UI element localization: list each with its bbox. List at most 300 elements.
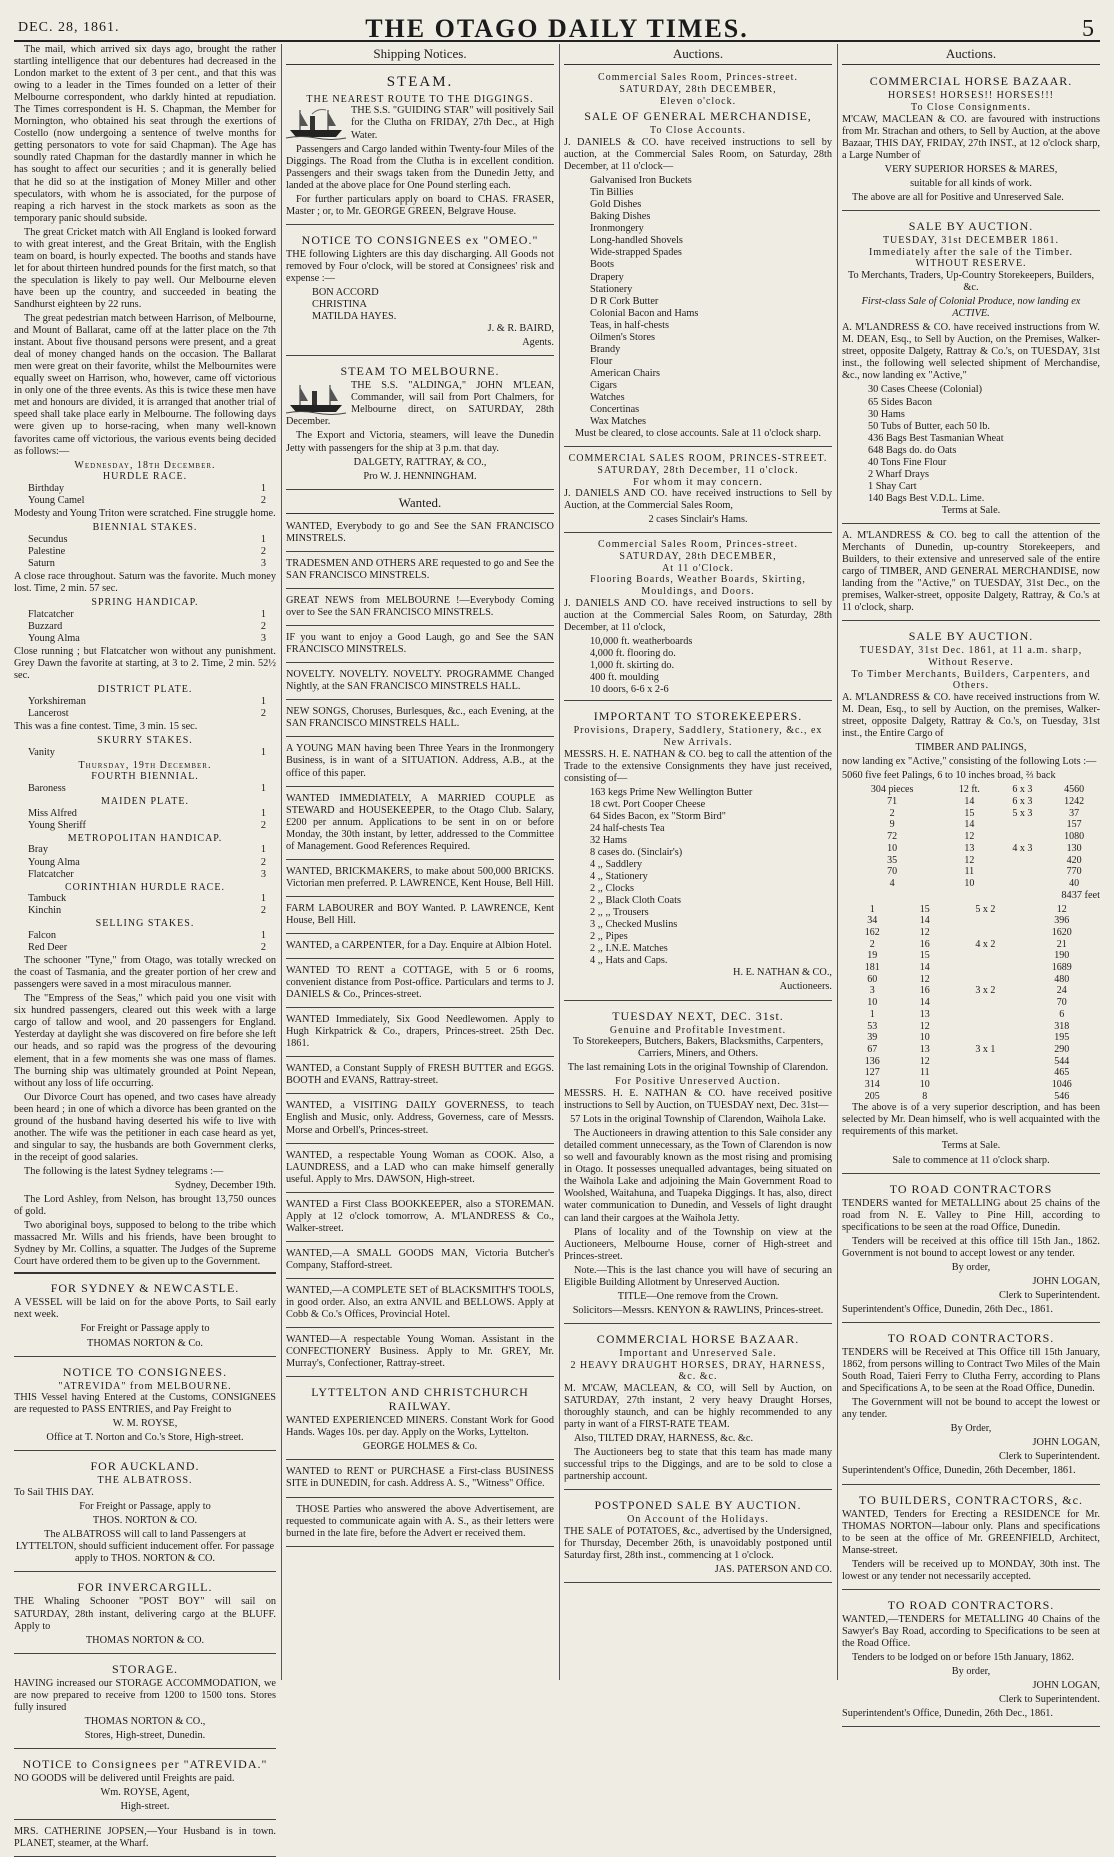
column-auctions-1 [564, 44, 832, 1680]
ad-body: NEW SONGS, Choruses, Burlesques, &c., each Evening, at the SAN FRANCISCO MINSTRELS HALL. [286, 706, 554, 730]
placing: 3 [260, 632, 266, 644]
list-item: Ironmongery [590, 223, 644, 235]
table-row [842, 808, 1100, 820]
race-row [28, 534, 276, 546]
table-cell: 35 [887, 854, 898, 866]
table-cell: 3 [869, 985, 875, 997]
ad-subheading: Immediately after the sale of the Timber. [868, 246, 1073, 258]
column-auctions-2 [842, 44, 1100, 1720]
table-row [842, 831, 1100, 843]
ad-subheading: To Storekeepers, Butchers, Bakers, Blacksmiths, Carpenters, Carriers, Miners, and Others. [572, 1036, 824, 1060]
ad-body: The Government will not be bound to accept the lowest or any tender. [842, 1397, 1100, 1421]
ad-signature: J. & R. BAIRD, [487, 323, 554, 335]
horse-name: Lancerost [28, 707, 69, 719]
table-cell: 72 [887, 831, 898, 843]
horse-name: Birthday [28, 482, 65, 494]
ad-date: TUESDAY, 31st Dec. 1861, at 11 a.m. sharp, Without Reserve. [859, 645, 1083, 669]
ad-line: MRS. CATHERINE JOPSEN,—Your Husband is in town. PLANET, steamer, at the Wharf. [14, 1826, 276, 1850]
ad-body: THE SALE of POTATOES, &c., advertised by the Undersigned, for Thursday, December 26th, is unavoidably postponed until Saturday first, 28th inst., commencing at 1 o'clock. [564, 1526, 832, 1562]
ad-subheading: To Close Accounts. [650, 125, 746, 137]
column-shipping-wanted [286, 44, 554, 1680]
ad-body: A. M'LANDRESS & CO. have received instructions from W. M. DEAN, Esq., to Sell by Auction, on the Premises, Walker-street, opposite Dalgety, Rattray & Co.'s, on TUESDAY, 31st inst., the following well selected shipment of Merchandise, &c., now landing ex "Active," [842, 322, 1100, 382]
race-note: This was a fine contest. Time, 3 min. 15 sec. [14, 720, 198, 732]
placing: 1 [260, 533, 266, 545]
table-row [842, 904, 1100, 916]
placing: 3 [260, 868, 266, 880]
ad-heading: TO BUILDERS, CONTRACTORS, &c. [859, 1492, 1083, 1507]
shipping-ad [14, 1276, 276, 1356]
horse-name: Tambuck [28, 893, 67, 905]
table-cell: 12 [1056, 903, 1067, 915]
shipping-ad [14, 1752, 276, 1820]
page-number: 5 [1082, 16, 1094, 42]
ad-line: Wm. ROYSE, Agent, [100, 1787, 190, 1799]
ad-line: A VESSEL will be laid on for the above Ports, to Sail early next week. [14, 1297, 276, 1321]
ad-heading: TO ROAD CONTRACTORS. [887, 1597, 1055, 1612]
news-paragraph: The Lord Ashley, from Nelson, has brought 13,750 ounces of gold. [14, 1194, 276, 1218]
table-caption: 5060 five feet Palings, 6 to 10 inches broad, ⅔ back [842, 770, 1056, 782]
item-list [564, 175, 832, 428]
table-cell: 14 [919, 962, 930, 974]
ad-body: The Auctioneers beg to state that this team has made many successful trips to the Diggings, and are to be sold to close a partnership account. [564, 1447, 832, 1483]
ad-body: Sale to commence at 11 o'clock sharp. [892, 1154, 1050, 1166]
list-item: 2 ,, Pipes [590, 931, 628, 943]
table-cell: 420 [1066, 854, 1082, 866]
race-name: METROPOLITAN HANDICAP. [67, 832, 223, 844]
list-item: Cigars [590, 379, 617, 391]
wanted-ad [286, 1011, 554, 1057]
table-cell: 396 [1054, 915, 1070, 927]
ad-body: J. DANIELS & CO. have received instructions to sell by auction, at the Commercial Sales Room, on Saturday, 28th December, at 11 o'clock— [564, 136, 832, 173]
ad-signature: H. E. NATHAN & CO., [733, 967, 832, 979]
ad-heading: SALE BY AUCTION. [908, 218, 1034, 233]
ad-signature: Auctioneers. [779, 981, 832, 993]
ad-heading: COMMERCIAL HORSE BAZAAR. [869, 74, 1073, 89]
ad-signature: By Order, [950, 1423, 992, 1435]
race-row [28, 808, 276, 820]
news-paragraph: The following is the latest Sydney telegrams :— [24, 1165, 224, 1177]
horse-name: Palestine [28, 545, 66, 557]
table-cell: 11 [964, 866, 975, 878]
race-name: BIENNIAL STAKES. [92, 522, 198, 534]
table-cell: 70 [1056, 997, 1067, 1009]
table-cell: 14 [964, 796, 975, 808]
table-cell: 60 [867, 973, 878, 985]
timber-table [842, 904, 1100, 1103]
ad-body: A. M'LANDRESS & CO. have received instructions from W. M. Dean, Esq., to sell by Auction, on the premises, Walker-street, opposite Dalgety, Rattray & Co.'s, on Tuesday, 31st inst., the Entire Cargo of [842, 692, 1100, 740]
ad-line: THOMAS NORTON & CO. [85, 1634, 205, 1646]
ad-heading: POSTPONED SALE BY AUCTION. [594, 1498, 802, 1513]
auction-horse-bazaar [564, 1327, 832, 1490]
lighter-list [286, 287, 554, 323]
wanted-ad [286, 555, 554, 589]
ad-subheading: First-class Sale of Colonial Produce, now landing ex ACTIVE. [861, 296, 1081, 320]
table-cell: 205 [864, 1090, 880, 1102]
table-row [842, 1009, 1100, 1021]
table-cell: 4 x 2 [975, 938, 996, 950]
horse-name: Bray [28, 844, 49, 856]
ad-body: WANTED, a VISITING DAILY GOVERNESS, to teach English and Music, only. Address, Governess, care of Messrs. Morse and Orbell's, Princes-street. [286, 1100, 554, 1136]
ad-subheading: Flooring Boards, Weather Boards, Skirting, Mouldings, and Doors. [590, 574, 806, 598]
ad-body: WANTED, Everybody to go and See the SAN FRANCISCO MINSTRELS. [286, 520, 554, 544]
ad-body: WANTED, a respectable Young Woman as COOK. Also, a LAUNDRESS, and a LAD who can make himself generally useful. Apply to Mrs. DAWSON, High-street. [286, 1149, 554, 1185]
horse-name: Flatcatcher [28, 868, 74, 880]
horse-name: Miss Alfred [28, 807, 77, 819]
placing: 2 [260, 545, 266, 557]
wanted-ad [286, 703, 554, 737]
table-row [842, 1067, 1100, 1079]
race-row [28, 708, 276, 720]
horse-name: Young Sheriff [28, 819, 86, 831]
table-cell: 190 [1054, 950, 1070, 962]
list-item: 400 ft. moulding [590, 672, 659, 684]
ad-line: Stores, High-street, Dunedin. [84, 1729, 206, 1741]
race-name: SELLING STAKES. [95, 918, 195, 930]
table-cell: 10 [964, 877, 975, 889]
table-cell: 37 [1069, 807, 1080, 819]
ad-line: HAVING increased our STORAGE ACCOMMODATION, we are now prepared to receive from 1200 to 1500 tons. Stores fully insured [14, 1677, 276, 1713]
list-item: Long-handled Shovels [590, 235, 683, 247]
table-cell: 3 x 1 [975, 1043, 996, 1055]
list-item: Drapery [590, 271, 624, 283]
dateline: Sydney, December 19th. [174, 1180, 276, 1191]
ad-body: M. M'CAW, MACLEAN, & CO, will Sell by Auction, on SATURDAY, 27th instant, 2 very heavy Draught Horses, thoroughly staunch, and can be highly recommended to any party in want of a FIRST-RATE TEAM. [564, 1383, 832, 1431]
horse-name: Vanity [28, 746, 55, 758]
race-name: SKURRY STAKES. [97, 734, 193, 746]
race-table [28, 783, 276, 795]
ad-body: Note.—This is the last chance you will have of securing an Eligible Building Allotment by Unreserved Auction. [564, 1264, 832, 1288]
list-item: 163 kegs Prime New Wellington Butter [590, 786, 753, 798]
ad-subheading: THE ALBATROSS. [97, 1475, 193, 1487]
table-cell [947, 950, 1023, 962]
ad-line: Office at T. Norton and Co.'s Store, High-street. [46, 1432, 244, 1444]
wanted-ad [286, 592, 554, 626]
news-paragraph: The mail, which arrived six days ago, brought the rather startling intelligence that our debentures had decreased in the London market to the extent of 3 per cent., and that this was owing to a leader in the Times founded on a letter of their Melbourne correspondent, who darkly hinted at repudiation. The Times correspondent is H. S. Chapman, the Member for Mornington, who obtained his seat through the exertions of Costello (now undergoing a sentence of twelve months for getting personators to vote for said Chapman). The Age has soundly rated Chapman for the dastardly manner in which he has sought to affect our securities ; and it is generally belied that he did so at the instigation of Money Miller and other speculators, with whom he is associated, for the purpose of reaping a rich harvest in the stock markets as soon as the temporary panic should subside. [14, 44, 276, 224]
race-row [28, 495, 276, 507]
horse-name: Young Alma [28, 632, 80, 644]
auction-horses [842, 69, 1100, 211]
auction-postponed [564, 1493, 832, 1583]
race-note: Close running ; but Flatcatcher won without any punishment. Grey Dawn the favorite at starting, at 3 to 2. Time, 2 min. 52½ sec. [14, 645, 276, 681]
race-row [28, 820, 276, 832]
placing: 1 [260, 782, 266, 794]
masthead [14, 2, 1100, 42]
ad-subheading: For whom it may concern. [633, 476, 763, 488]
table-cell: 314 [864, 1078, 880, 1090]
list-item: 140 Bags Best V.D.L. Lime. [868, 492, 985, 504]
race-table [28, 696, 276, 720]
list-item: 2 Wharf Drays [868, 468, 929, 480]
ad-footer: Superintendent's Office, Dunedin, 26th Dec., 1861. [842, 1303, 1053, 1315]
table-row [842, 843, 1100, 855]
steamship-icon [286, 106, 346, 140]
wanted-ad [286, 863, 554, 897]
race-name: CORINTHIAN HURDLE RACE. [65, 881, 225, 893]
table-row [842, 915, 1100, 927]
list-item: Watches [590, 391, 625, 403]
ad-body: The Auctioneers in drawing attention to this Sale consider any detailed comment unnecessary, as the Town of Clarendon is now so well and favourably known as the most rising and promising in Otago. It possesses unequalled advantages, being situated on the Waihola Lake and adjoining the Main Government Road to Woolshed, Waitahuna, and Tuapeka Diggings. It has, also, direct water communication to Dunedin, and Vessels of light draught can land their cargoes at the Waihola Jetty. [564, 1128, 832, 1224]
race-row [28, 609, 276, 621]
placing: 2 [260, 856, 266, 868]
tender-road-2 [842, 1326, 1100, 1485]
ad-line: To Sail THIS DAY. [14, 1487, 94, 1499]
auction-timber-palings [842, 624, 1100, 1173]
placing: 1 [260, 844, 266, 856]
list-item: 10 doors, 6-6 x 2-6 [590, 684, 669, 696]
ad-body: M'CAW, MACLEAN & CO. are favoured with instructions from Mr. Strachan and others, to Sell by Auction, at the above Bazaar, THIS DAY, FRIDAY, 27th INST., at 12 o'clock sharp, a Large Number of [842, 113, 1100, 161]
race-row [28, 483, 276, 495]
table-row [842, 997, 1100, 1009]
table-cell: 10 [867, 997, 878, 1009]
ad-subheading: WITHOUT RESERVE. [915, 258, 1027, 270]
table-row [842, 927, 1100, 939]
auction-timber [564, 536, 832, 701]
table-cell: 2 [889, 807, 895, 819]
race-row [28, 930, 276, 942]
horse-name: Flatcatcher [28, 608, 74, 620]
ad-body: The Export and Victoria, steamers, will leave the Dunedin Jetty with passengers for the ship at 3 p.m. that day. [286, 430, 554, 454]
column-rule [837, 44, 838, 1680]
table-cell: 157 [1066, 819, 1082, 831]
news-paragraph: Two aboriginal boys, supposed to belong to the tribe which massacred Mr. Wills and his friends, have been brought to Sydney by Mr. Collins, a squatter. The Judges of the Supreme Court have ordered them to be given up to the Government. [14, 1220, 276, 1268]
race-row [28, 893, 276, 905]
timber-table [842, 784, 1100, 889]
shipping-ad [14, 1657, 276, 1749]
table-cell [947, 927, 1023, 939]
table-cell: 9 [889, 819, 895, 831]
placing: 2 [260, 495, 266, 507]
list-item: 30 Cases Cheese (Colonial) [868, 384, 983, 396]
table-cell: 10 [919, 1032, 930, 1044]
table-cell: 24 [1056, 985, 1067, 997]
auction-general-merchandise [564, 69, 832, 447]
race-row [28, 844, 276, 856]
wanted-ad [286, 629, 554, 663]
table-cell: 12 [919, 1020, 930, 1032]
list-item: 2 ,, I.N.E. Matches [590, 943, 668, 955]
ad-date: SATURDAY, 28th DECEMBER, [619, 551, 777, 563]
table-row [842, 784, 1100, 796]
ad-body: 57 Lots in the original Township of Clarendon, Waihola Lake. [570, 1114, 826, 1126]
placing: 2 [260, 942, 266, 954]
ad-footer: Superintendent's Office, Dunedin, 26th December, 1861. [842, 1465, 1076, 1477]
ad-subheading: To Timber Merchants, Builders, Carpenters, and Others. [851, 668, 1091, 692]
table-cell: 2 [869, 938, 875, 950]
table-row [842, 974, 1100, 986]
wanted-ads [286, 518, 554, 1377]
ad-subheading: To Merchants, Traders, Up-Country Storekeepers, Builders, &c. [847, 270, 1095, 294]
shipping-ad [14, 1575, 276, 1653]
ad-body: Tenders will be received at this office till 15th Jan., 1862. Government is not bound to accept lowest or any tender. [842, 1235, 1100, 1259]
placing: 1 [260, 807, 266, 819]
auction-clarendon [564, 1004, 832, 1324]
ad-body: VERY SUPERIOR HORSES & MARES, [884, 163, 1058, 175]
table-cell: 6 x 3 [1012, 784, 1033, 796]
ad-date: SATURDAY, 28th December, 11 o'clock. [597, 464, 799, 476]
ad-title: SALE OF GENERAL MERCHANDISE, [584, 109, 812, 124]
wanted-ad [286, 937, 554, 959]
list-item: BON ACCORD [312, 287, 379, 299]
table-cell [947, 1009, 1023, 1021]
table-cell: 195 [1054, 1032, 1070, 1044]
ad-subheading: On Account of the Holidays. [627, 1514, 769, 1526]
race-row [28, 558, 276, 570]
shipping-ads [14, 1276, 276, 1857]
ad-body: TITLE—One remove from the Crown. [617, 1290, 779, 1302]
table-cell: 318 [1054, 1020, 1070, 1032]
steamship-icon [286, 381, 346, 415]
table-cell: 480 [1054, 973, 1070, 985]
ad-heading: NOTICE to Consignees per "ATREVIDA." [22, 1756, 268, 1771]
table-cell: 12 [919, 973, 930, 985]
section-header: Shipping Notices. [286, 44, 554, 65]
table-cell [947, 1032, 1023, 1044]
ad-heading: COMMERCIAL SALES ROOM, PRINCES-STREET. [568, 453, 828, 465]
tender-builders [842, 1488, 1100, 1590]
wanted-ad [286, 1147, 554, 1193]
list-item: Baking Dishes [590, 211, 651, 223]
placing: 3 [260, 557, 266, 569]
list-item: 4 ,, Stationery [590, 871, 648, 883]
ad-heading: TUESDAY NEXT, DEC. 31st. [612, 1008, 784, 1023]
table-cell: 3 x 2 [975, 985, 996, 997]
list-item: Boots [590, 259, 615, 271]
table-cell [947, 1056, 1023, 1068]
news-paragraph: The great Cricket match with All England is looked forward to with great interest, and the Great Britain, with the English team on board, is hourly expected. The booths and stands have let for about thirteen hundred pounds for the first match, so that the speculation is likely to pay well. Our Melbourne eleven have been up the country, and succeeded in beating the Sandhurst eighteen by 22 runs. [14, 226, 276, 310]
table-cell: 290 [1054, 1043, 1070, 1055]
auction-timber-notice [842, 527, 1100, 621]
table-row [842, 866, 1100, 878]
list-item: 30 Hams [868, 408, 905, 420]
table-cell: 15 [964, 807, 975, 819]
ad-heading: Commercial Sales Room, Princes-street. [598, 539, 798, 551]
list-item: Concertinas [590, 404, 640, 416]
list-item: 1 Shay Cart [868, 480, 917, 492]
item-list [564, 787, 832, 968]
ad-date: TUESDAY, 31st DECEMBER 1861. [882, 234, 1060, 246]
shipping-ad [14, 1454, 276, 1572]
item-list [842, 384, 1100, 504]
list-item: 10,000 ft. weatherboards [590, 635, 693, 647]
table-cell [947, 1021, 1023, 1033]
race-day: Thursday, 19th December. [78, 759, 212, 771]
horse-name: Falcon [28, 930, 57, 942]
ad-body: NOVELTY. NOVELTY. NOVELTY. PROGRAMME Changed Nightly, at the SAN FRANCISCO MINSTRELS HALL. [286, 669, 554, 693]
list-item: Wide-strapped Spades [590, 247, 682, 259]
list-item: 436 Bags Best Tasmanian Wheat [868, 432, 1004, 444]
news-paragraph: The great pedestrian match between Harrison, of Melbourne, and Mount of Ballarat, came off at the latter place on the 7th instant. About five thousand persons were present, and a great deal of money changed hands on the occasion. The Ballarat men were great on their favorite, whilst the Melbournites were equally sweet on Harrison, who, however, came off victorious in only one of the three events. As this is twice these men have met and honours are divided, it is arranged that another trial of speed shall take place early in Melbourne. The following days were given up to horse-racing, when many well-known favorites came off victorious, the various events being decided as follows:— [14, 313, 276, 457]
horse-name: Secundus [28, 533, 68, 545]
ad-signature: JOHN LOGAN, [1032, 1437, 1100, 1449]
table-cell [947, 1091, 1023, 1103]
placing: 1 [260, 746, 266, 758]
wanted-ad [286, 1245, 554, 1279]
table-row [842, 855, 1100, 867]
ad-body: WANTED,—A COMPLETE SET of BLACKSMITH'S TOOLS, in good order. Also, an extra ANVIL and BELLOWS. Apply at Cobb & Co.'s Offices, Provincial Hotel. [286, 1284, 554, 1321]
ad-signature: Pro W. J. HENNINGHAM. [363, 470, 477, 482]
list-item: Flour [590, 355, 613, 367]
list-item: Gold Dishes [590, 199, 642, 211]
table-cell: 34 [867, 915, 878, 927]
ad-body: THE S.S. "GUIDING STAR" will positively Sail for the Clutha on FRIDAY, 27th Dec., at High Water. [351, 105, 554, 141]
ad-subheading: For Positive Unreserved Auction. [615, 1076, 781, 1088]
list-item: Stationery [590, 283, 633, 295]
table-cell: 1 [869, 1008, 875, 1020]
ad-body: TRADESMEN AND OTHERS ARE requested to go and See the SAN FRANCISCO MINSTRELS. [286, 557, 554, 582]
ad-subheading: Important and Unreserved Sale. [619, 1347, 777, 1359]
race-results [14, 471, 276, 758]
ad-heading: STORAGE. [111, 1661, 179, 1676]
ad-signature: JAS. PATERSON AND CO. [714, 1564, 832, 1576]
race-row [28, 869, 276, 881]
ad-body: For further particulars apply on board to CHAS. FRASER, Master ; or, to Mr. GEORGE GREEN, Belgrave House. [286, 193, 554, 217]
ad-body: Tenders to be lodged on or before 15th January, 1862. [852, 1652, 1074, 1663]
table-cell: 4560 [1064, 784, 1085, 796]
ad-body: TENDERS wanted for METALLING about 25 chains of the road from N. E. Valley to Pine Hill, according to specifications to be seen at the road Office, Dunedin. [842, 1197, 1100, 1233]
horse-name: Yorkshireman [28, 695, 86, 707]
table-cell: 130 [1066, 842, 1082, 854]
ad-line: For Freight or Passage apply to [80, 1323, 210, 1335]
list-item: 3 ,, Checked Muslins [590, 919, 678, 931]
list-item: 32 Hams [590, 834, 627, 846]
table-row [842, 962, 1100, 974]
ad-body: WANTED IMMEDIATELY, A MARRIED COUPLE as STEWARD and HOUSEKEEPER, to the Otago Club. Salary, £200 per annum. Applications to be sent in on or before Monday, the 30th instant, by letter, addressed to the Committee of Management. Good References Required. [286, 792, 554, 852]
auction-produce [842, 214, 1100, 524]
shipping-ad [14, 1823, 276, 1857]
ad-line: THIS Vessel having Entered at the Customs, CONSIGNEES are requested to PASS ENTRIES, and Pay Freight to [14, 1392, 276, 1416]
table-row [842, 1079, 1100, 1091]
race-day: Wednesday, 18th December. [74, 459, 216, 471]
ad-body: Also, TILTED DRAY, HARNESS, &c. &c. [574, 1433, 754, 1445]
list-item: 50 Tubs of Butter, each 50 lb. [868, 420, 991, 432]
issue-date: DEC. 28, 1861. [18, 20, 120, 35]
table-cell [947, 915, 1023, 927]
ad-railway [286, 1380, 554, 1460]
ad-subheading: Provisions, Drapery, Saddlery, Stationery, &c., ex New Arrivals. [573, 725, 823, 748]
list-item: D R Cork Butter [590, 295, 659, 307]
wanted-ad [286, 740, 554, 786]
table-cell: 16 [919, 985, 930, 997]
ad-time: Eleven o'clock. [659, 95, 737, 107]
table-cell: 21 [1056, 938, 1067, 950]
ad-subheading: "ATREVIDA" from MELBOURNE. [58, 1380, 232, 1392]
newspaper-title: THE OTAGO DAILY TIMES. [365, 14, 749, 43]
tender-road-3 [842, 1593, 1100, 1727]
list-item: 2 ,, Clocks [590, 883, 635, 895]
table-cell: 70 [887, 866, 898, 878]
race-table [28, 808, 276, 832]
ad-heading: IMPORTANT TO STOREKEEPERS. [593, 709, 803, 724]
ad-body: A YOUNG MAN having been Three Years in the Ironmongery Business, is in want of a SITUATION. Address, A.B., at the office of this paper. [286, 743, 554, 779]
table-cell: 15 [919, 950, 930, 962]
list-item: 40 Tons Fine Flour [868, 456, 947, 468]
ad-heading: NOTICE TO CONSIGNEES. [62, 1364, 228, 1379]
ad-signature: By order, [951, 1261, 991, 1273]
table-cell: 304 pieces [870, 784, 914, 796]
race-results [14, 771, 276, 954]
ad-subheading: THE NEAREST ROUTE TO THE DIGGINGS. [306, 93, 534, 105]
table-cell: 1080 [1064, 831, 1085, 843]
ad-signature: DALGETY, RATTRAY, & CO., [353, 456, 487, 468]
horse-name: Baroness [28, 782, 66, 794]
ad-body: The above is of a very superior description, and has been selected by Mr. Dean himself, who is well acquainted with the requirements of this market. [842, 1102, 1100, 1138]
table-cell: 1242 [1064, 796, 1085, 808]
ad-body: WANTED Immediately, Six Good Needlewomen. Apply to Hugh Kirkpatrick & Co., drapers, Princes-street. 25th Dec. 1861. [286, 1014, 554, 1050]
table-row [842, 878, 1100, 890]
ad-line: For Freight or Passage, apply to [79, 1501, 211, 1513]
table-cell: 14 [964, 819, 975, 831]
table-cell: 546 [1054, 1090, 1070, 1102]
